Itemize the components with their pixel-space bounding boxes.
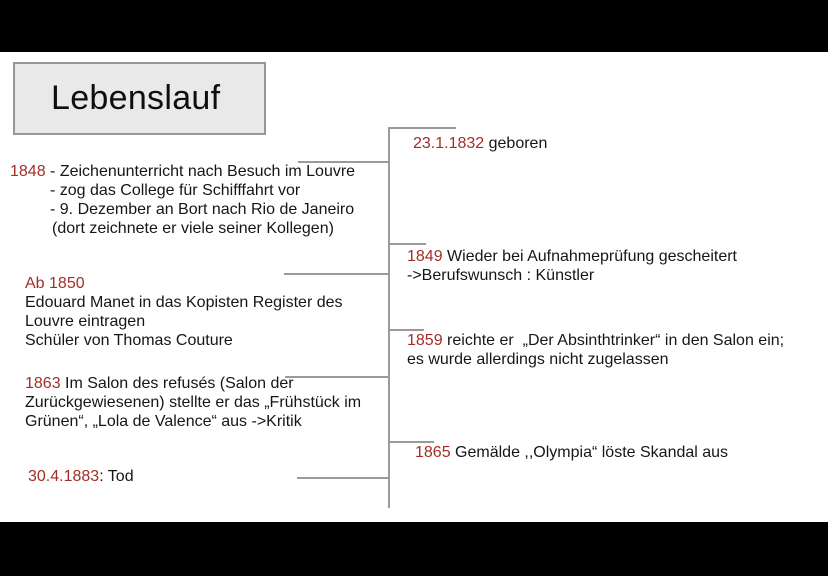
event-text: Gemälde ,,Olympia“ löste Skandal aus [450, 444, 729, 461]
event-line [407, 247, 737, 266]
event-line: - zog das College für Schifffahrt vor [50, 182, 301, 199]
event-1850 [25, 274, 343, 350]
event-date: 1848 [10, 163, 46, 180]
event-line: Louvre eintragen [25, 313, 146, 330]
letterbox-top [0, 0, 828, 52]
event-date: 1859 [407, 332, 443, 349]
event-1863 [25, 374, 361, 431]
event-1883-death [28, 467, 134, 486]
event-line: ->Berufswunsch : Künstler [407, 267, 595, 284]
event-line [25, 374, 361, 393]
event-1848 [10, 162, 355, 238]
event-line: - 9. Dezember an Bort nach Rio de Janeiro [50, 201, 355, 218]
title-box [13, 62, 266, 135]
event-1859 [407, 331, 784, 369]
timeline-tick-1832 [388, 127, 456, 129]
event-text: : Tod [99, 468, 134, 485]
event-1865 [415, 443, 728, 462]
event-line: Schüler von Thomas Couture [25, 332, 233, 349]
event-line [413, 134, 547, 153]
event-line: Edouard Manet in das Kopisten Register des [25, 294, 343, 311]
event-text: Wieder bei Aufnahmeprüfung gescheitert [442, 248, 737, 265]
event-text: geboren [484, 135, 548, 152]
timeline-axis [388, 127, 390, 508]
event-line: (dort zeichnete er viele seiner Kollegen) [52, 220, 334, 237]
page-title: Lebenslauf [51, 79, 221, 117]
letterbox-bottom [0, 522, 828, 576]
event-text: Im Salon des refusés (Salon der [60, 375, 294, 392]
event-line: es wurde allerdings nicht zugelassen [407, 351, 669, 368]
event-line [10, 162, 355, 181]
event-line: Grünen“, „Lola de Valence“ aus ->Kritik [25, 413, 302, 430]
timeline-connector-1883 [297, 477, 390, 479]
event-date: 30.4.1883 [28, 468, 100, 485]
event-1849 [407, 247, 737, 285]
event-text: - Zeichenunterricht nach Besuch im Louvre [45, 163, 356, 180]
event-line [415, 443, 728, 462]
event-date: 1863 [25, 375, 61, 392]
event-line [28, 467, 134, 486]
event-date: Ab 1850 [25, 275, 85, 292]
event-text: reichte er „Der Absinthtrinker“ in den Salon ein; [442, 332, 785, 349]
event-date: 1865 [415, 444, 451, 461]
event-date: 1849 [407, 248, 443, 265]
event-date: 23.1.1832 [413, 135, 485, 152]
event-line [407, 331, 784, 350]
event-1832-born [413, 134, 547, 153]
timeline-tick-1849 [388, 243, 426, 245]
event-line: Zurückgewiesenen) stellte er das „Frühstück im [25, 394, 362, 411]
